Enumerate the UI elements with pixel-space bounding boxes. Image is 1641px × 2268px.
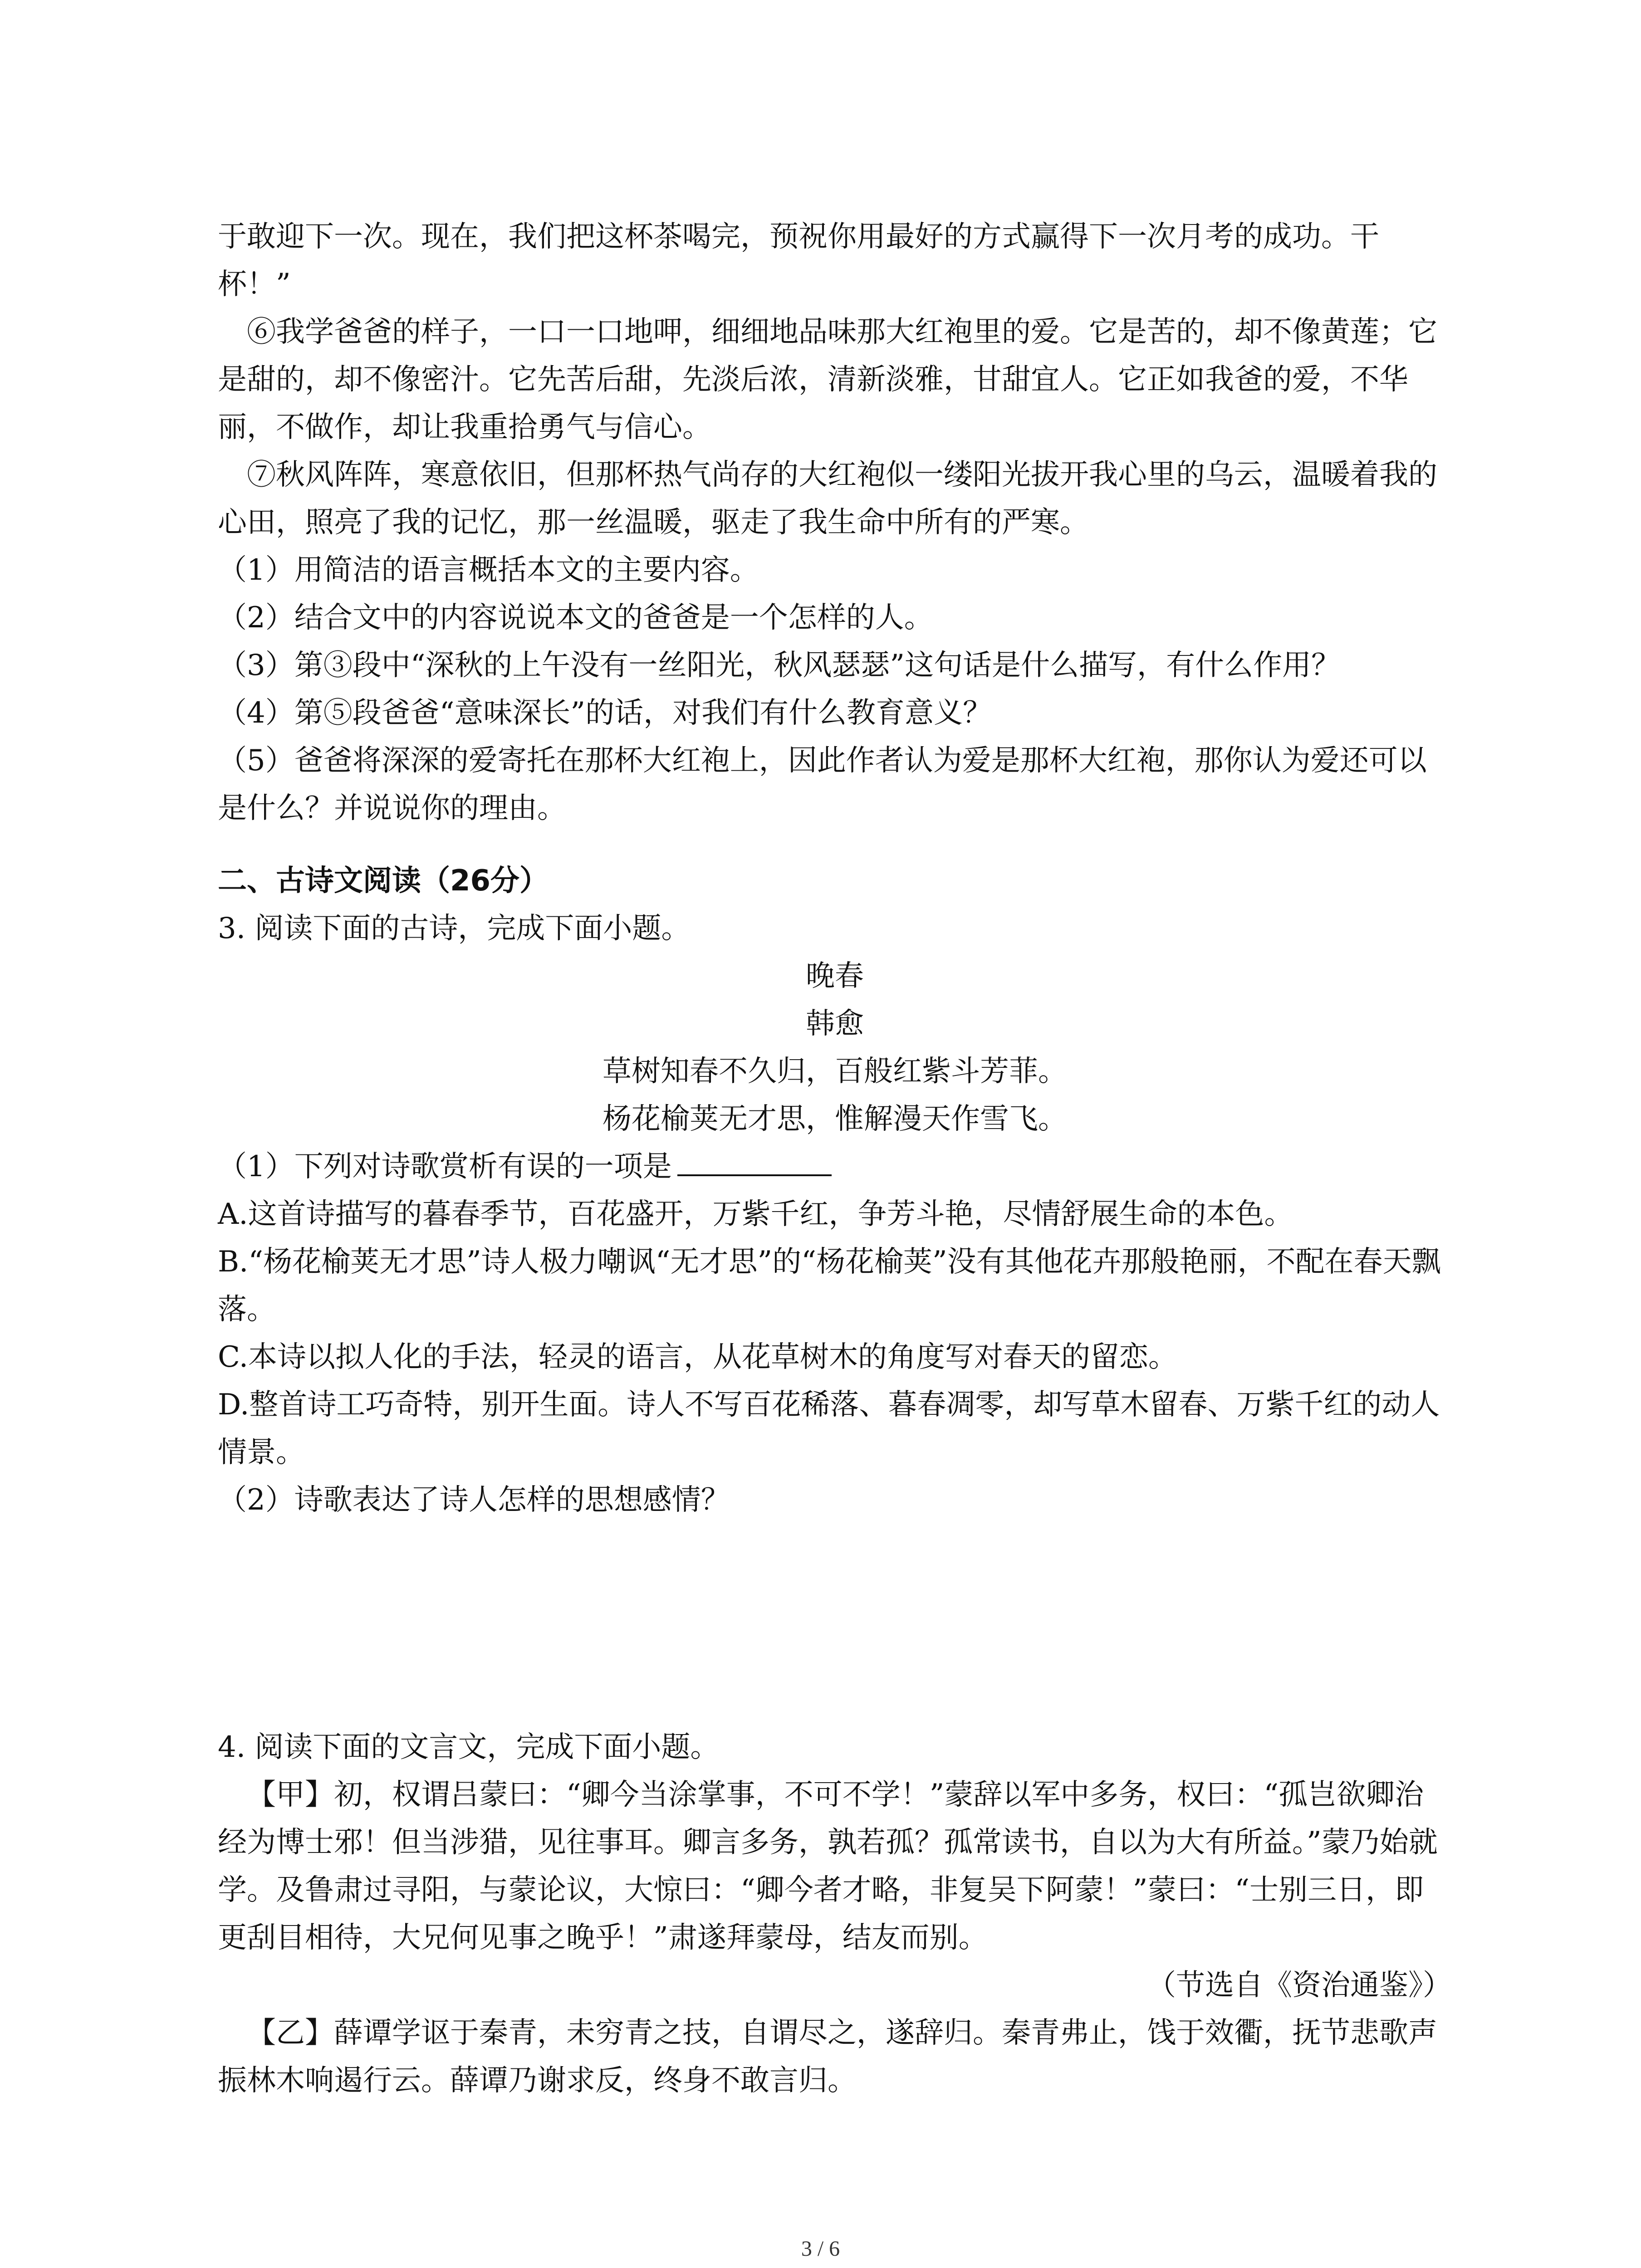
passage-question-1: （1）用简洁的语言概括本文的主要内容。 [218,553,759,587]
q3-prompt: 3. 阅读下面的古诗，完成下面小题。 [218,912,691,945]
page-number: 3 / 6 [801,2237,840,2261]
q4-prompt: 4. 阅读下面的文言文，完成下面小题。 [218,1730,720,1764]
classical-text-source: （节选自《资治通鉴》） [1147,1969,1452,2002]
passage-question-2: （2）结合文中的内容说说本文的爸爸是一个怎样的人。 [218,601,933,635]
option-c: C.本诗以拟人化的手法，轻灵的语言，从花草树木的角度写对春天的留恋。 [218,1340,1178,1374]
passage-paragraph-6: ⑥我学爸爸的样子，一口一口地呷，细细地品味那大红袍里的爱。它是苦的，却不像黄莲；它是甜的，却不像密汁。它先苦后甜，先淡后浓，清新淡雅，甘甜宜人。它正如我爸的爱，不华丽，不做作，却让我重拾勇气与信心。 [218,315,1437,444]
passage-question-5: （5）爸爸将深深的爱寄托在那杯大红袍上，因此作者认为爱是那杯大红袍，那你认为爱还可以是什么？并说说你的理由。 [218,744,1427,825]
section-title: 二、古诗文阅读（26分） [218,864,549,898]
poem-line-2: 杨花榆荚无才思，惟解漫天作雪飞。 [603,1102,1067,1136]
classical-text-yi: 【乙】薛谭学讴于秦青，未穷青之技，自谓尽之，遂辞归。秦青弗止，饯于效衢，抚节悲歌声振林木响遏行云。薛谭乃谢求反，终身不敢言归。 [218,2016,1437,2097]
passage-question-4: （4）第⑤段爸爸“意味深长”的话，对我们有什么教育意义？ [218,696,992,730]
answer-blank [677,1147,832,1176]
passage-paragraph-5-tail: 于敢迎下一次。现在，我们把这杯茶喝完，预祝你用最好的方式赢得下一次月考的成功。干杯！” [218,220,1379,301]
q3-sub1 [218,1143,1452,1191]
poem-author: 韩愈 [806,1007,864,1041]
classical-text-jia: 【甲】初，权谓吕蒙曰：“卿今当涂掌事，不可不学！”蒙辞以军中多务，权曰：“孤岂欲卿治经为博士邪！但当涉猎，见往事耳。卿言多务，孰若孤？孤常读书，自以为大有所益。”蒙乃始就学。及鲁肃过寻阳，与蒙论议，大惊曰：“卿今者才略，非复吴下阿蒙！”蒙曰：“士别三日，即更刮目相待，大兄何见事之晚乎！”肃遂拜蒙母，结友而别。 [218,1778,1438,1955]
poem-line-1: 草树知春不久归，百般红紫斗芳菲。 [603,1055,1067,1088]
q3-sub1-text: （1）下列对诗歌赏析有误的一项是 [218,1150,672,1183]
option-b: B.“杨花榆荚无才思”诗人极力嘲讽“无才思”的“杨花榆荚”没有其他花卉那般艳丽，不配在春天飘落。 [218,1245,1441,1326]
option-d: D.整首诗工巧奇特，别开生面。诗人不写百花稀落、暮春凋零，却写草木留春、万紫千红的动人情景。 [218,1388,1440,1469]
q3-sub2: （2）诗歌表达了诗人怎样的思想感情？ [218,1483,730,1517]
answer-space [218,1524,1452,1724]
poem-title: 晚春 [806,959,864,993]
page-content [218,213,1452,2105]
passage-question-3: （3）第③段中“深秋的上午没有一丝阳光，秋风瑟瑟”这句话是什么描写，有什么作用？ [218,649,1341,682]
passage-paragraph-7: ⑦秋风阵阵，寒意依旧，但那杯热气尚存的大红袍似一缕阳光拔开我心里的乌云，温暖着我的心田，照亮了我的记忆，那一丝温暖，驱走了我生命中所有的严寒。 [218,458,1437,539]
option-a: A.这首诗描写的暮春季节，百花盛开，万紫千红，争芳斗艳，尽情舒展生命的本色。 [218,1198,1293,1231]
